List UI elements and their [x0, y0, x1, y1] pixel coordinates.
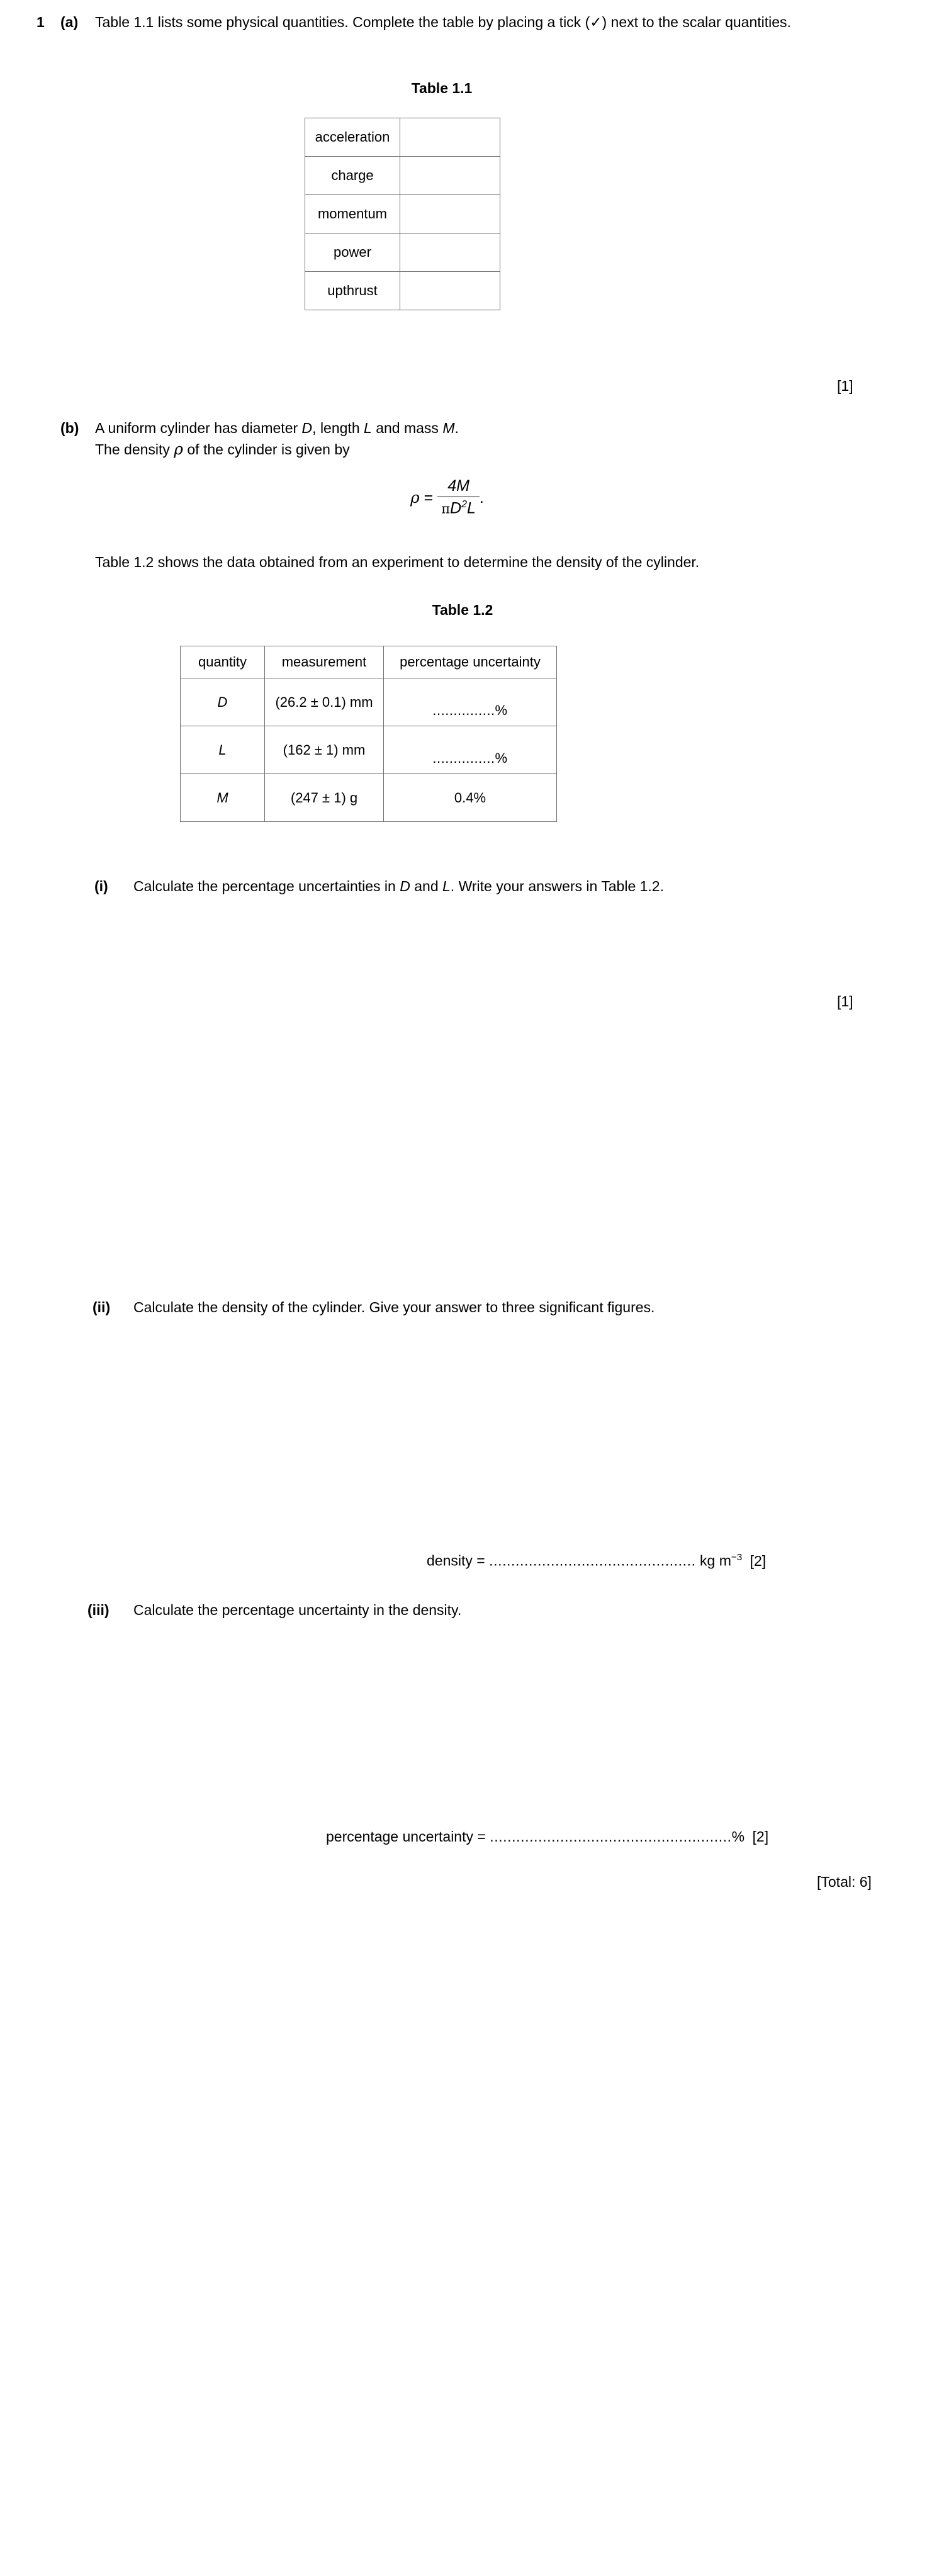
- part-b-i-text: [133, 877, 882, 896]
- tick-cell-momentum[interactable]: [400, 195, 500, 233]
- part-b-i-label: (i): [94, 878, 108, 894]
- table-row: [305, 118, 500, 157]
- density-answer-dots[interactable]: ...............................................: [489, 1552, 696, 1569]
- part-b-line1-end: .: [454, 420, 459, 436]
- part-b-line-1: [95, 419, 869, 438]
- row-D-uncertainty-answer[interactable]: [384, 678, 557, 726]
- mark-part-a: [1]: [837, 378, 853, 394]
- row-L-quantity: [181, 726, 265, 774]
- table-row: [181, 678, 557, 726]
- quantity-power: power: [305, 233, 400, 272]
- row-D-uncertainty-dots: ...............%: [432, 702, 508, 718]
- mark-part-b-iii: [2]: [752, 1828, 769, 1845]
- table-1-2: [180, 646, 557, 822]
- density-equation: [410, 478, 484, 519]
- row-L-uncertainty-answer[interactable]: [384, 726, 557, 774]
- density-answer-unit: kg m: [700, 1552, 731, 1569]
- table-header-row: [181, 646, 557, 678]
- symbol-D: D: [301, 420, 313, 436]
- table-row: [181, 726, 557, 774]
- equation-den-D: D: [450, 499, 462, 517]
- row-M-symbol: M: [216, 789, 228, 806]
- header-quantity: quantity: [181, 646, 265, 678]
- percentage-uncertainty-answer-unit: %: [731, 1828, 745, 1845]
- tick-cell-power[interactable]: [400, 233, 500, 272]
- part-b-line2-pre: The density: [95, 441, 174, 458]
- equation-equals: =: [424, 488, 434, 507]
- pi-symbol: π: [441, 501, 451, 517]
- table-1-1-caption: Table 1.1: [411, 80, 473, 96]
- header-measurement: measurement: [265, 646, 384, 678]
- part-b-line1-pre: A uniform cylinder has diameter: [95, 420, 302, 436]
- part-b-ii-text: Calculate the density of the cylinder. Give your answer to three significant figures.: [133, 1299, 655, 1315]
- density-answer-line[interactable]: [427, 1552, 766, 1570]
- percentage-uncertainty-answer-dots[interactable]: .......................................................: [490, 1828, 732, 1845]
- part-b-i-text-end: . Write your answers in Table 1.2.: [450, 878, 664, 894]
- mark-part-b-i: [1]: [837, 993, 853, 1010]
- row-M-measurement: (247 ± 1) g: [265, 774, 384, 822]
- table-row: [305, 272, 500, 310]
- equation-period: .: [479, 488, 484, 507]
- tick-cell-upthrust[interactable]: [400, 272, 500, 310]
- part-b-line2-end: of the cylinder is given by: [183, 441, 350, 458]
- part-b-line1-mid2: and mass: [371, 420, 443, 436]
- table-row: [305, 195, 500, 233]
- part-a-text: Table 1.1 lists some physical quantities. Complete the table by placing a tick (✓) next to the scalar quantities.: [95, 14, 791, 30]
- equation-denominator: [437, 497, 480, 517]
- equation-den-L: L: [467, 499, 476, 517]
- table-1-1: [305, 118, 500, 310]
- table-1-2-intro: Table 1.2 shows the data obtained from an experiment to determine the density of the cylinder.: [95, 554, 700, 570]
- part-b-ii-label: (ii): [93, 1299, 111, 1315]
- percentage-uncertainty-answer-line[interactable]: [326, 1828, 768, 1845]
- row-D-measurement: (26.2 ± 0.1) mm: [265, 678, 384, 726]
- quantity-charge: charge: [305, 157, 400, 195]
- table-row: [305, 233, 500, 272]
- quantity-momentum: momentum: [305, 195, 400, 233]
- density-answer-unit-exponent: −3: [731, 1552, 743, 1563]
- symbol-L: L: [364, 420, 372, 436]
- quantity-upthrust: upthrust: [305, 272, 400, 310]
- row-D-symbol: D: [217, 694, 228, 710]
- symbol-D: D: [400, 878, 410, 894]
- part-a-label: (a): [60, 14, 79, 30]
- tick-cell-charge[interactable]: [400, 157, 500, 195]
- tick-cell-acceleration[interactable]: [400, 118, 500, 157]
- quantity-acceleration: acceleration: [305, 118, 400, 157]
- row-L-measurement: (162 ± 1) mm: [265, 726, 384, 774]
- symbol-rho: ρ: [174, 440, 183, 458]
- row-M-quantity: [181, 774, 265, 822]
- part-b-i-text-pre: Calculate the percentage uncertainties in: [133, 878, 400, 894]
- equation-lhs: ρ: [410, 488, 420, 507]
- symbol-L: L: [442, 878, 451, 894]
- table-row: [305, 157, 500, 195]
- part-b-line-2: [95, 439, 869, 460]
- symbol-M: M: [442, 420, 455, 436]
- row-M-uncertainty: 0.4%: [384, 774, 557, 822]
- equation-numerator: 4M: [437, 477, 480, 497]
- equation-fraction: [437, 477, 480, 517]
- equation-den-exponent: 2: [461, 499, 467, 510]
- question-number: 1: [37, 14, 45, 30]
- part-b-label: (b): [60, 420, 79, 436]
- row-L-uncertainty-dots: ...............%: [432, 750, 508, 766]
- table-row: [181, 774, 557, 822]
- row-L-symbol: L: [218, 741, 227, 758]
- question-total: [Total: 6]: [817, 1874, 872, 1890]
- part-b-iii-label: (iii): [87, 1602, 110, 1618]
- table-1-2-caption: Table 1.2: [432, 602, 493, 618]
- part-b-line1-mid: , length: [312, 420, 364, 436]
- density-answer-label: density =: [427, 1552, 485, 1569]
- mark-part-b-ii: [2]: [750, 1552, 767, 1569]
- part-b-i-text-mid: and: [410, 878, 442, 894]
- row-D-quantity: [181, 678, 265, 726]
- header-percentage-uncertainty: percentage uncertainty: [384, 646, 557, 678]
- percentage-uncertainty-answer-label: percentage uncertainty =: [326, 1828, 486, 1845]
- part-b-iii-text: Calculate the percentage uncertainty in the density.: [133, 1602, 462, 1618]
